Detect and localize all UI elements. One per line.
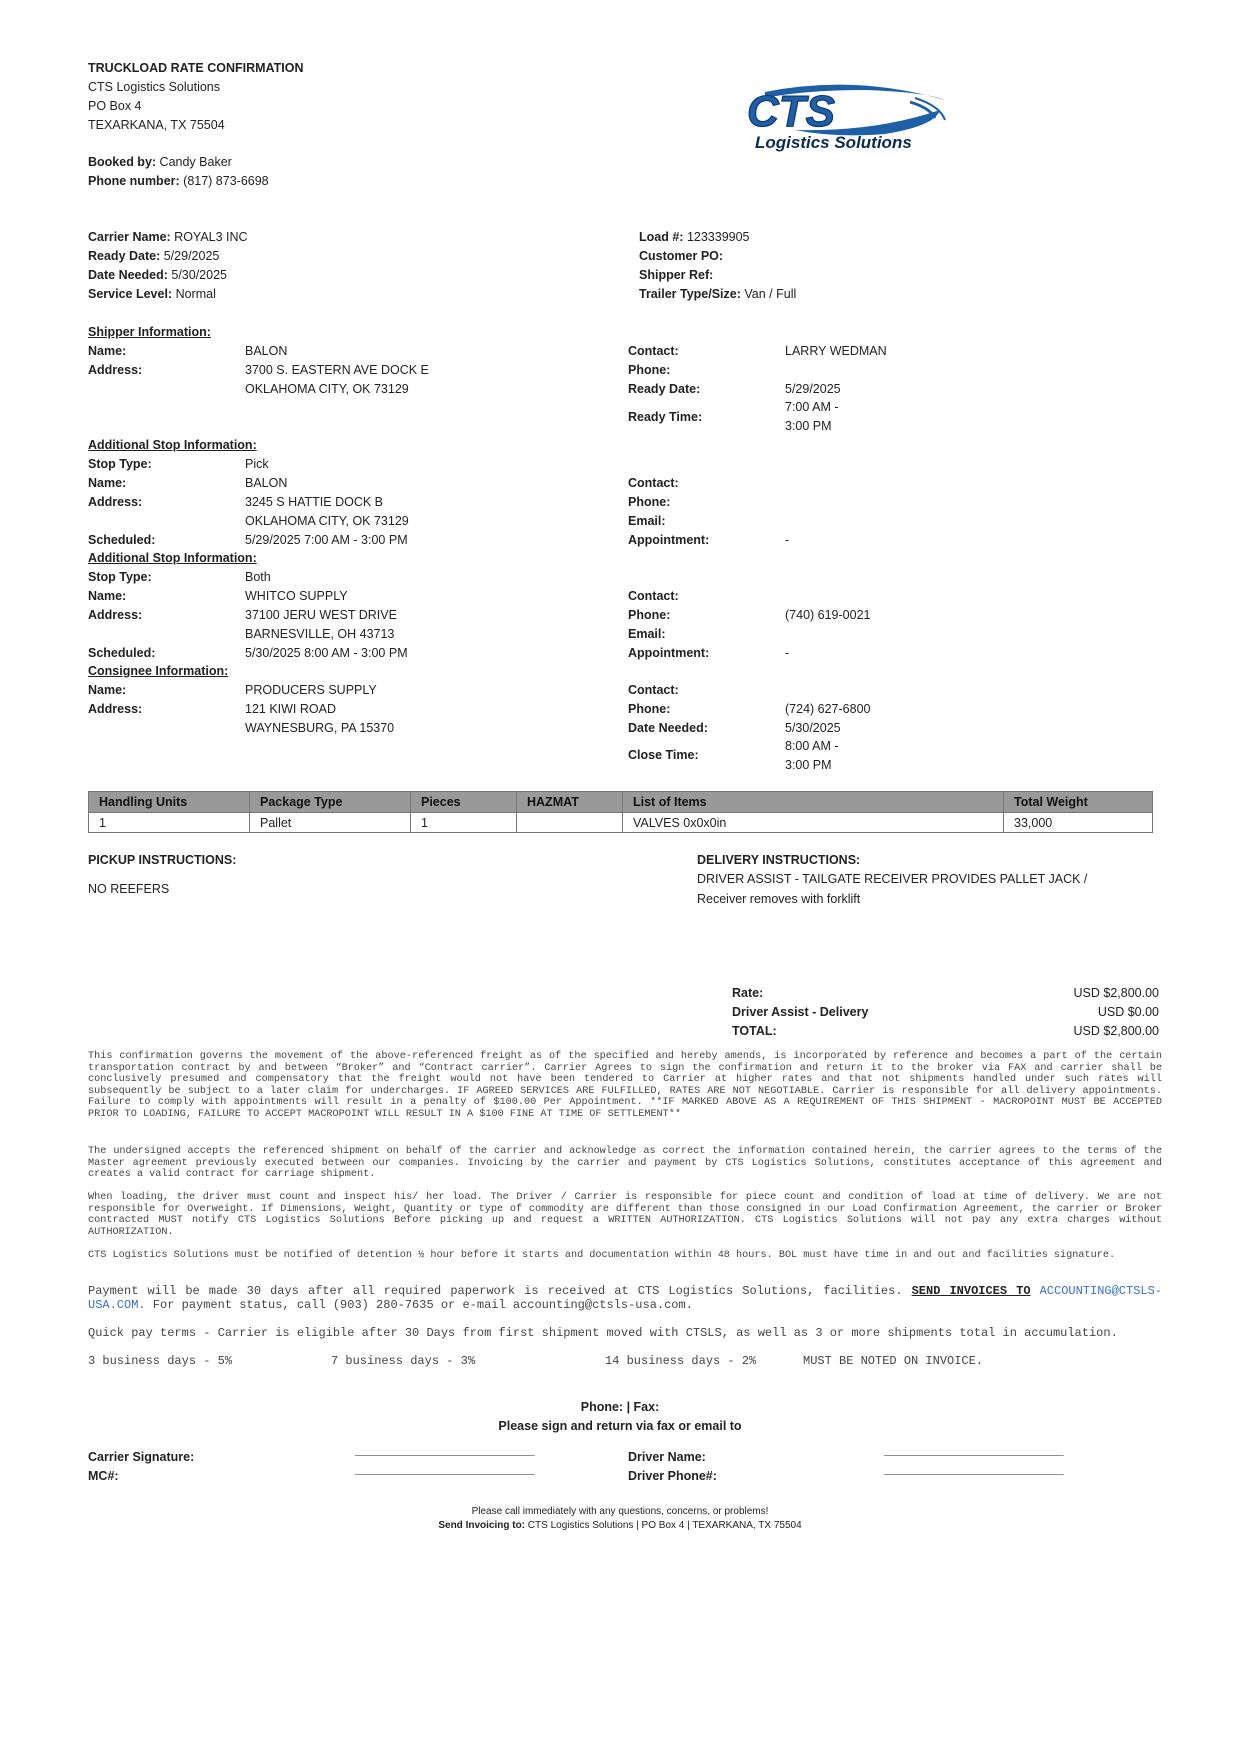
stop-1-name: BALON xyxy=(245,476,288,490)
booker-phone xyxy=(88,172,269,190)
cell-handling-units: 1 xyxy=(89,813,250,833)
stop-2-phone: (740) 619-0021 xyxy=(785,608,871,622)
col-package-type: Package Type xyxy=(250,792,411,813)
stop-1-type-label: Stop Type: xyxy=(88,457,152,471)
stop-2-name-label: Name: xyxy=(88,589,127,603)
quickpay-tier-1: 3 business days - 5% xyxy=(88,1354,233,1368)
driver-phone-label: Driver Phone#: xyxy=(628,1469,717,1483)
footer-contact-note: Please call immediately with any questions, concerns, or problems! xyxy=(471,1506,769,1517)
service-level-label: Service Level: xyxy=(88,287,173,301)
stop-2-type: Both xyxy=(245,570,271,584)
payment-text: Payment will be made 30 days after all required paperwork is received at CTS Logistics Solutions, facilities. xyxy=(88,1284,903,1298)
consignee-address-label: Address: xyxy=(88,702,143,716)
stop-1-scheduled: 5/29/2025 7:00 AM - 3:00 PM xyxy=(245,533,408,547)
consignee-close-time-start: 8:00 AM - xyxy=(785,739,839,753)
sign-return-note: Please sign and return via fax or email to xyxy=(498,1419,742,1433)
shipper-address-2: OKLAHOMA CITY, OK 73129 xyxy=(245,382,409,396)
stop-1-address-1: 3245 S HATTIE DOCK B xyxy=(245,495,384,509)
logo-tagline: Logistics Solutions xyxy=(755,133,912,152)
consignee-name: PRODUCERS SUPPLY xyxy=(245,683,377,697)
consignee-heading: Consignee Information: xyxy=(88,664,229,678)
quickpay-note: MUST BE NOTED ON INVOICE. xyxy=(803,1354,984,1368)
customer-po-label: Customer PO: xyxy=(639,249,724,263)
doc-title: TRUCKLOAD RATE CONFIRMATION xyxy=(88,61,304,75)
table-row xyxy=(89,813,1153,833)
cell-total-weight: 33,000 xyxy=(1004,813,1153,833)
consignee-close-time-label: Close Time: xyxy=(628,748,699,762)
accounting-email-link[interactable]: ACCOUNTING@CTSLS-USA.COM. xyxy=(88,1284,1163,1312)
ready-date-value: 5/29/2025 xyxy=(163,249,220,263)
terms-paragraph-3: When loading, the driver must count and inspect his/ her load. The Driver / Carrier is responsible for piece count and condition of load at time of delivery. We are not responsible for Overweight. If Dimensions, Weight, Quantity or type of commodity are different than those consigned in our Load Confirmation Agreement, the carrier or Broker contracted MUST notify CTS Logistics Solutions Before picking up and request a WRITTEN AUTHORIZATION. CTS Logistics Solutions will not pay any extra charges without AUTHORIZATION. xyxy=(88,1192,1162,1238)
send-invoices-label: SEND INVOICES TO xyxy=(911,1284,1031,1298)
consignee-phone-label: Phone: xyxy=(628,702,671,716)
stop-1-address-2: OKLAHOMA CITY, OK 73129 xyxy=(245,514,409,528)
rate-value: USD $2,800.00 xyxy=(1073,986,1159,1000)
stop-1-name-label: Name: xyxy=(88,476,127,490)
stop-2-name: WHITCO SUPPLY xyxy=(245,589,348,603)
cell-list-of-items: VALVES 0x0x0in xyxy=(623,813,1004,833)
col-handling-units: Handling Units xyxy=(89,792,250,813)
footer-invoicing xyxy=(0,1520,1240,1531)
total-value: USD $2,800.00 xyxy=(1073,1024,1159,1038)
phone-fax: Phone: | Fax: xyxy=(580,1400,660,1414)
shipper-contact-label: Contact: xyxy=(628,344,679,358)
shipper-name: BALON xyxy=(245,344,288,358)
pickup-instructions-label: PICKUP INSTRUCTIONS: xyxy=(88,853,237,867)
date-needed-value: 5/30/2025 xyxy=(171,268,227,282)
stop-1-scheduled-label: Scheduled: xyxy=(88,533,156,547)
service-level-value: Normal xyxy=(175,287,216,301)
booked-by-value: Candy Baker xyxy=(159,155,232,169)
driver-phone-field[interactable]: ______________________________ xyxy=(884,1462,1063,1476)
items-header-row xyxy=(89,792,1153,813)
accounting-email-link-2[interactable]: accounting@ctsls-usa.com xyxy=(512,1298,686,1312)
consignee-name-label: Name: xyxy=(88,683,127,697)
total-label: TOTAL: xyxy=(732,1024,777,1038)
shipper-ready-date-label: Ready Date: xyxy=(628,382,701,396)
footer-invoicing-address: CTS Logistics Solutions | PO Box 4 | TEXARKANA, TX 75504 xyxy=(527,1520,802,1531)
delivery-instructions-1: DRIVER ASSIST - TAILGATE RECEIVER PROVIDES PALLET JACK / xyxy=(697,872,1088,886)
booker-phone-label: Phone number: xyxy=(88,174,180,188)
company-name: CTS Logistics Solutions xyxy=(88,80,221,94)
shipper-ready-time-end: 3:00 PM xyxy=(785,419,832,433)
driver-assist-value: USD $0.00 xyxy=(1097,1005,1159,1019)
stop-1-address-label: Address: xyxy=(88,495,143,509)
shipper-contact: LARRY WEDMAN xyxy=(785,344,887,358)
stop-2-appointment: - xyxy=(785,646,790,660)
col-hazmat: HAZMAT xyxy=(517,792,623,813)
cell-hazmat xyxy=(517,813,623,833)
terms-paragraph-1: This confirmation governs the movement of the above-referenced freight as of the specified and hereby amends, is incorporated by reference and becomes a part of the certain transportation contract by and between “Broker” and “Contract carrier”. Carrier Agrees to sign the confirmation and return it to the broker via FAX and carrier shall be conclusively presumed and compensatory that the freight would not have been tendered to Carrier at higher rates and that not shipments handled under such rates will subsequently be subject to a later claim for undercharges. IF AGREED SERVICES ARE FULFILLED, RATES ARE NOT NEGOTIABLE. Carrier is responsible for all delivery appointments. Failure to comply with appointments will result in a penalty of $100.00 Per Appointment. **IF MARKED ABOVE AS A REQUIREMENT OF THIS SHIPMENT - MACROPOINT MUST BE ACCEPTED PRIOR TO LOADING, FAILURE TO ACCEPT MACROPOINT WILL RESULT IN A $100 FINE AT TIME OF SETTLEMENT** xyxy=(88,1051,1162,1120)
stop-1-email-label: Email: xyxy=(628,514,666,528)
cell-package-type: Pallet xyxy=(250,813,411,833)
trailer-label: Trailer Type/Size: xyxy=(639,287,741,301)
stop-1-type: Pick xyxy=(245,457,269,471)
shipper-ready-time-label: Ready Time: xyxy=(628,410,703,424)
col-list-of-items: List of Items xyxy=(623,792,1004,813)
cts-logo-icon xyxy=(735,80,955,155)
company-address-1: PO Box 4 xyxy=(88,99,142,113)
date-needed-label: Date Needed: xyxy=(88,268,168,282)
stop-2-phone-label: Phone: xyxy=(628,608,671,622)
shipper-heading: Shipper Information: xyxy=(88,325,211,339)
stop-1-appointment: - xyxy=(785,533,790,547)
quickpay-tier-2: 7 business days - 3% xyxy=(331,1354,476,1368)
delivery-instructions-label: DELIVERY INSTRUCTIONS: xyxy=(697,853,861,867)
shipper-address-label: Address: xyxy=(88,363,143,377)
stop-2-heading: Additional Stop Information: xyxy=(88,551,257,565)
cell-pieces: 1 xyxy=(411,813,517,833)
stop-2-scheduled-label: Scheduled: xyxy=(88,646,156,660)
driver-name-label: Driver Name: xyxy=(628,1450,706,1464)
stop-2-scheduled: 5/30/2025 8:00 AM - 3:00 PM xyxy=(245,646,408,660)
logo-mark: CTS xyxy=(747,87,835,136)
payment-status-text: For payment status, call (903) 280-7635 or e-mail xyxy=(145,1298,506,1312)
consignee-phone: (724) 627-6800 xyxy=(785,702,871,716)
footer-invoicing-label: Send Invoicing to: xyxy=(438,1520,526,1531)
mc-field[interactable]: ______________________________ xyxy=(355,1462,534,1476)
carrier-signature-field[interactable]: ______________________________ xyxy=(355,1443,534,1457)
load-number-value: 123339905 xyxy=(686,230,750,244)
terms-paragraph-2: The undersigned accepts the referenced shipment on behalf of the carrier and acknowledge as correct the information contained herein, the carrier agrees to the terms of the Master agreement previously executed between our companies. Invoicing by the carrier and payment by CTS Logistics Solutions, constitutes acceptance of this agreement and creates a valid contract for carriage shipment. xyxy=(88,1146,1162,1181)
stop-1-heading: Additional Stop Information: xyxy=(88,438,257,452)
quickpay-tier-3: 14 business days - 2% xyxy=(605,1354,757,1368)
carrier-signature-label: Carrier Signature: xyxy=(88,1450,195,1464)
consignee-close-time-end: 3:00 PM xyxy=(785,758,832,772)
driver-assist-label: Driver Assist - Delivery xyxy=(732,1005,869,1019)
load-number-label: Load #: xyxy=(639,230,684,244)
mc-label: MC#: xyxy=(88,1469,119,1483)
stop-2-type-label: Stop Type: xyxy=(88,570,152,584)
quickpay-paragraph: Quick pay terms - Carrier is eligible after 30 Days from first shipment moved with CTSLS, as well as 3 or more shipments total in accumulation. xyxy=(88,1326,1118,1340)
stop-1-phone-label: Phone: xyxy=(628,495,671,509)
shipper-ref-label: Shipper Ref: xyxy=(639,268,714,282)
stop-2-address-label: Address: xyxy=(88,608,143,622)
col-pieces: Pieces xyxy=(411,792,517,813)
consignee-date-needed: 5/30/2025 xyxy=(785,721,841,735)
ready-date-label: Ready Date: xyxy=(88,249,161,263)
booked-by xyxy=(88,153,232,171)
stop-1-appointment-label: Appointment: xyxy=(628,533,710,547)
delivery-instructions-2: Receiver removes with forklift xyxy=(697,892,861,906)
stop-2-email-label: Email: xyxy=(628,627,666,641)
consignee-contact-label: Contact: xyxy=(628,683,679,697)
items-table xyxy=(88,791,1153,833)
stop-2-contact-label: Contact: xyxy=(628,589,679,603)
stop-1-contact-label: Contact: xyxy=(628,476,679,490)
pickup-instructions: NO REEFERS xyxy=(88,882,170,896)
carrier-name-label: Carrier Name: xyxy=(88,230,171,244)
shipper-phone-label: Phone: xyxy=(628,363,671,377)
shipper-ready-date: 5/29/2025 xyxy=(785,382,841,396)
terms-paragraph-4: CTS Logistics Solutions must be notified of detention ½ hour before it starts and documentation within 48 hours. BOL must have time in and out and facilities signature. xyxy=(88,1250,1116,1261)
shipper-name-label: Name: xyxy=(88,344,127,358)
consignee-address-2: WAYNESBURG, PA 15370 xyxy=(245,721,395,735)
stop-2-address-2: BARNESVILLE, OH 43713 xyxy=(245,627,395,641)
shipper-ready-time-start: 7:00 AM - xyxy=(785,400,839,414)
carrier-name-value: ROYAL3 INC xyxy=(174,230,248,244)
driver-name-field[interactable]: ______________________________ xyxy=(884,1443,1063,1457)
rate-label: Rate: xyxy=(732,986,764,1000)
booked-by-label: Booked by: xyxy=(88,155,157,169)
stop-2-address-1: 37100 JERU WEST DRIVE xyxy=(245,608,397,622)
booker-phone-value: (817) 873-6698 xyxy=(183,174,269,188)
company-address-2: TEXARKANA, TX 75504 xyxy=(88,118,225,132)
consignee-address-1: 121 KIWI ROAD xyxy=(245,702,336,716)
consignee-date-needed-label: Date Needed: xyxy=(628,721,708,735)
col-total-weight: Total Weight xyxy=(1004,792,1153,813)
shipper-address-1: 3700 S. EASTERN AVE DOCK E xyxy=(245,363,429,377)
stop-2-appointment-label: Appointment: xyxy=(628,646,710,660)
payment-paragraph: Payment will be made 30 days after all required paperwork is received at CTS Logistics Solutions, facilities. SEND INVOICES TO ACCOUNTING@CTSLS-USA.COM. For payment status, call (903) 280-7635 or e-mail accounting@ctsls-usa.com. xyxy=(88,1284,1163,1312)
trailer-value: Van / Full xyxy=(744,287,797,301)
company-logo xyxy=(735,80,955,155)
